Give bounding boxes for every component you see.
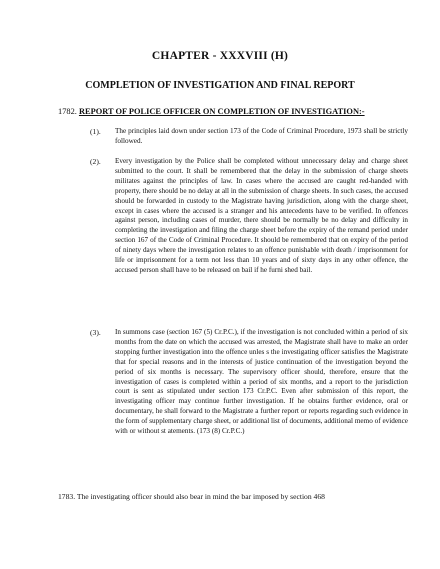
section-heading [58, 107, 398, 116]
list-item [90, 328, 408, 437]
section-number: 1783. [58, 492, 76, 501]
item-number: (3). [90, 328, 101, 337]
chapter-heading: CHAPTER - XXXVIII (H) [151, 50, 289, 62]
section-title: REPORT OF POLICE OFFICER ON COMPLETION OF INVESTIGATION:- [78, 107, 365, 116]
item-text: In summons case (section 167 (5) Cr.P.C.), if the investigation is not concluded within a period of six months from the date on which the accused was arrested, the Magistrate shall have to make an order stopping further investigation into the offence unles s the investigating officer satisfies the Magistrate that for special reasons and in the interests of justice continuation of the investigation beyond the period of six months is necessary. The supervisory officer should, therefore, ensure that the investigation of cases is completed within a period of six months, and a report to the jurisdiction court is sent as stipulated under section 173 Cr.P.C. Even after submission of this report, the investigating officer may continue further investigation. If he obtains further evidence, oral or documentary, he shall forward to the Magistrate a further report or reports regarding such evidence in the form of supplementary charge sheet, or additional list of documents, additional memo of evidence with or without st atements. (173 (8) Cr.P.C.) [115, 328, 408, 436]
list-item [90, 127, 408, 147]
item-text: Every investigation by the Police shall be completed without unnecessary delay and charge sheet submitted to the court. It shall be remembered that the delay in the submission of charge sheets militates against the principles of law. In cases where the accused are caught red-handed with property, there should be no delay at all in the submission of charge sheets. In such cases, the accused should be forwarded in custody to the Magistrate having jurisdiction, along with the charge sheet, except in cases where the accused is a stranger and his antecedents have to be verified. In offences against person, including cases of murder, there should be normally be no delay and difficulty in completing the investigation and filing the charge sheet before the expiry of the remand period under section 167 of the Code of Criminal Procedure. It should be remembered that on expiry of the period of ninety days where the investigation relates to an offence punishable with death / imprisonment for life or imprisonment for a term not less than 10 years and of sixty days in any other offence, the accused person shall have to be released on bail if he furni shed bail. [115, 157, 408, 274]
section-text: The investigating officer should also bear in mind the bar imposed by section 468 [76, 492, 325, 501]
section-number: 1782. [58, 107, 77, 116]
item-number: (2). [90, 157, 101, 166]
document-title: COMPLETION OF INVESTIGATION AND FINAL REPORT [85, 80, 355, 91]
list-item [90, 157, 408, 276]
item-text: The principles laid down under section 173 of the Code of Criminal Procedure, 1973 shall be strictly followed. [115, 127, 408, 145]
item-number: (1). [90, 127, 101, 136]
next-section-line [58, 492, 408, 501]
